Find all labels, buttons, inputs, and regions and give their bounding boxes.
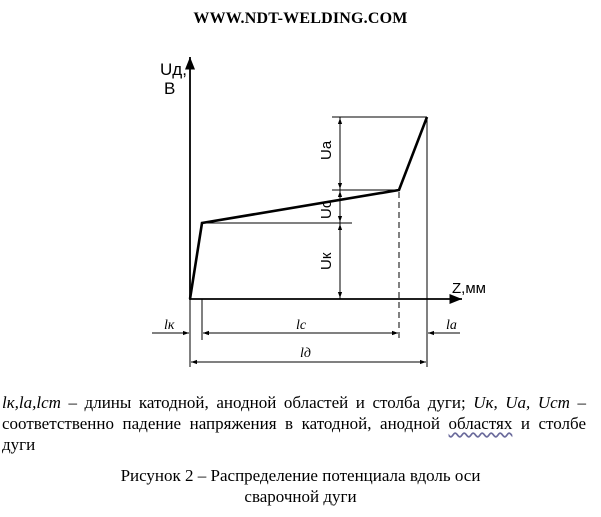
cathode-voltage-label: Uк xyxy=(318,252,335,270)
description-regions-word: областях xyxy=(448,414,513,433)
cathode-length-label: lк xyxy=(164,318,175,333)
description-voltage-symbols: Uк, Ua, Uст xyxy=(473,393,570,412)
caption-line2: сварочной дуги xyxy=(244,487,357,506)
y-axis-label-line1: Uд, xyxy=(160,60,187,79)
potential-curve xyxy=(190,117,427,299)
description-text xyxy=(2,392,586,455)
site-header: WWW.NDT-WELDING.COM xyxy=(193,10,408,27)
description-length-text: – длины катодной, анодной областей и столба дуги; xyxy=(60,393,474,412)
arc-length-label: lд xyxy=(300,346,311,361)
y-axis-label-line2: В xyxy=(164,79,176,98)
description-voltage-text: – соответственно падение напряжения в катодной, анодной xyxy=(2,393,586,433)
anode-length-label: la xyxy=(446,318,457,333)
description-ending: и столбе дуги xyxy=(2,414,586,454)
anode-voltage-label: Ua xyxy=(318,140,335,160)
description-length-symbols: lк,lа,lст xyxy=(2,393,61,412)
column-voltage-label: Uc xyxy=(318,200,335,219)
column-length-label: lc xyxy=(296,318,307,333)
caption-line1: Рисунок 2 – Распределение потенциала вдоль оси xyxy=(120,466,481,485)
x-axis-label: Z,мм xyxy=(452,280,486,297)
figure-caption xyxy=(0,465,601,507)
